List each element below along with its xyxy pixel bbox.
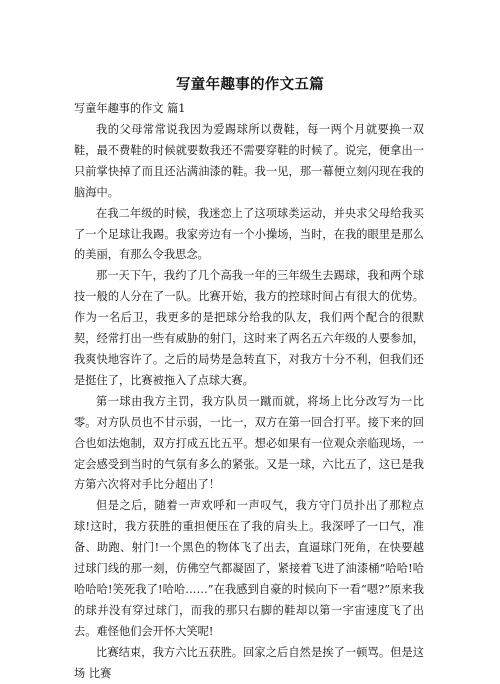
paragraph-2: 在我二年级的时候，我迷恋上了这项球类运动，并央求父母给我买了一个足球让我踢。我家旁边有一个小操场，当时，在我的眼里是那么的美丽，有那么令我思念。 <box>74 206 424 262</box>
essay-subtitle: 写童年趣事的作文 篇1 <box>74 102 186 115</box>
page-title: 写童年趣事的作文五篇 <box>176 77 324 93</box>
paragraph-5: 但是之后，随着一声欢呼和一声叹气，我方守门员扑出了那粒点球!这时，我方获胜的重担便压在了我的肩头上。我深呼了一口气，准备、助跑、射门!一个黑色的物体飞了出去，直逼球门死角，在快要越过球门线的那一刻，仿佛空气都凝固了，紧接着飞进了油漆桶“哈哈!哈哈哈哈!笑死我了!哈哈……”在我感到自豪的时候向下一看“嗯?”原来我的球并没有穿过球门，而我的那只右脚的鞋却以第一宇宙速度飞了出去。难怪他们会开怀大笑呢! <box>74 499 424 638</box>
essay-body <box>74 120 424 684</box>
paragraph-1: 我的父母常常说我因为爱踢球所以费鞋，每一两个月就要换一双鞋，最不费鞋的时候就要数我还不需要穿鞋的时候了。说完，便拿出一只前掌快掉了而且还沾满油漆的鞋。我一见，那一幕便立刻闪现在我的脑海中。 <box>74 123 424 199</box>
paragraph-6: 比赛结束，我方六比五获胜。回家之后自然是挨了一顿骂。但是这场 比赛 <box>74 645 424 680</box>
paragraph-3: 那一天下午，我约了几个高我一年的三年级生去踢球，我和两个球技一般的人分在了一队。比赛开始，我方的控球时间占有很大的优势。作为一名后卫，我更多的是把球分给我的队友，我们两个配合的很默契，经常打出一些有威胁的射门，这时来了两名五六年级的人要参加，我爽快地容许了。之后的局势是急转直下，对我方十分不利，但我们还是挺住了，比赛被拖入了点球大赛。 <box>74 269 424 387</box>
paragraph-4: 第一球由我方主罚，我方队员一蹴而就，将场上比分改写为一比零。对方队员也不甘示弱，一比一，双方在第一回合打平。接下来的回合也如法炮制，双方打成五比五平。想必如果有一位观众亲临现场，一定会感受到当时的气氛有多么的紧张。又是一球，六比五了，这已是我方第六次将对手比分超出了！ <box>74 394 424 492</box>
